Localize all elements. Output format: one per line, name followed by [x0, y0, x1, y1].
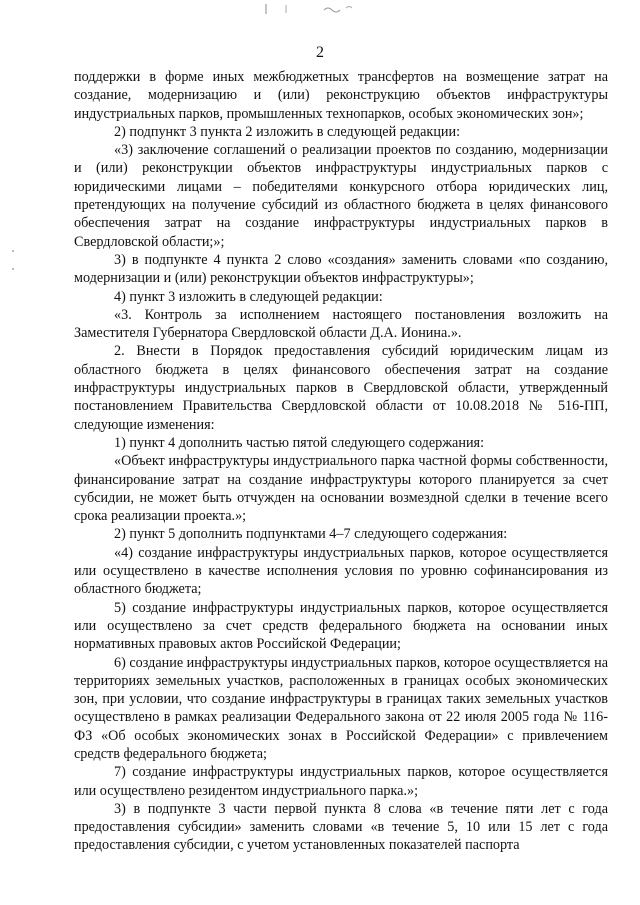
scan-artifact — [262, 2, 372, 16]
paragraph: «3. Контроль за исполнением настоящего постановления возложить на Заместителя Губернатора Свердловской области Д.А. Ионина.». — [74, 306, 608, 342]
paragraph: 2) пункт 5 дополнить подпунктами 4–7 следующего содержания: — [114, 526, 508, 543]
page-number: 2 — [316, 44, 324, 61]
paragraph: 2. Внести в Порядок предоставления субсидий юридическим лицам из областного бюджета в целях финансового обеспечения затрат на создание инфраструктуры индустриальных парков в Свердловской области, утвержденный постановлением Правительства Свердловской области от 10.08.2018 № 516-ПП, следующие изменения: — [74, 343, 608, 433]
paragraph: 7) создание инфраструктуры индустриальных парков, которое осуществляется или осуществлено резидентом индустриального парка.»; — [74, 764, 608, 799]
paragraph: 4) пункт 3 изложить в следующей редакции: — [114, 288, 383, 305]
margin-speck — [12, 250, 14, 252]
paragraph: 3) в подпункте 3 части первой пункта 8 слова «в течение пяти лет с года предоставления субсидии» заменить словами «в течение 5, 10 или 15 лет с года предоставления субсидии, с учетом установленных показателей паспорта — [74, 800, 608, 854]
paragraph: 3) в подпункте 4 пункта 2 слово «создания» заменить словами «по созданию, модернизации и (или) реконструкции объектов инфраструктуры»; — [74, 251, 608, 287]
paragraph: «3) заключение соглашений о реализации проектов по созданию, модернизации и (или) реконструкции объектов инфраструктуры индустриальных парков с юридическими лицами – победителями конкурсного отбора юридических лиц, претендующих на получение субсидий из областного бюджета в целях финансового обеспечения затрат на создание инфраструктуры индустриальных парков в Свердловской области;»; — [74, 142, 608, 250]
paragraph: 1) пункт 4 дополнить частью пятой следующего содержания: — [114, 434, 485, 451]
paragraph: «Объект инфраструктуры индустриального парка частной формы собственности, финансирование затрат на создание инфраструктуры которого планируется за счет субсидии, не может быть отчужден на основании возмездной сделки в течение всего срока реализации проекта.»; — [74, 453, 608, 525]
margin-speck — [12, 268, 14, 270]
paragraph: поддержки в форме иных межбюджетных трансфертов на возмещение затрат на создание, модернизацию и (или) реконструкцию объектов инфраструктуры индустриальных парков, промышленных технопарков, особых экономических зон»; — [74, 69, 608, 122]
paragraph: «4) создание инфраструктуры индустриальных парков, которое осуществляется или осуществлено в качестве исполнения условия по уровню софинансирования из областного бюджета; — [74, 544, 608, 598]
paragraph: 5) создание инфраструктуры индустриальных парков, которое осуществляется или осуществлено за счет средств федерального бюджета на основании иных нормативных правовых актов Российской Федерации; — [74, 599, 608, 653]
document-body — [74, 68, 608, 855]
paragraph: 6) создание инфраструктуры индустриальных парков, которое осуществляется на территориях земельных участков, расположенных в границах особых экономических зон, при условии, что создание инфраструктуры в границах таких земельных участков осуществлено в рамках реализации Федерального закона от 22 июля 2005 года № 116-ФЗ «Об особых экономических зонах в Российской Федерации» с привлечением средств федерального бюджета; — [74, 654, 608, 762]
paragraph: 2) подпункт 3 пункта 2 изложить в следующей редакции: — [114, 123, 461, 140]
